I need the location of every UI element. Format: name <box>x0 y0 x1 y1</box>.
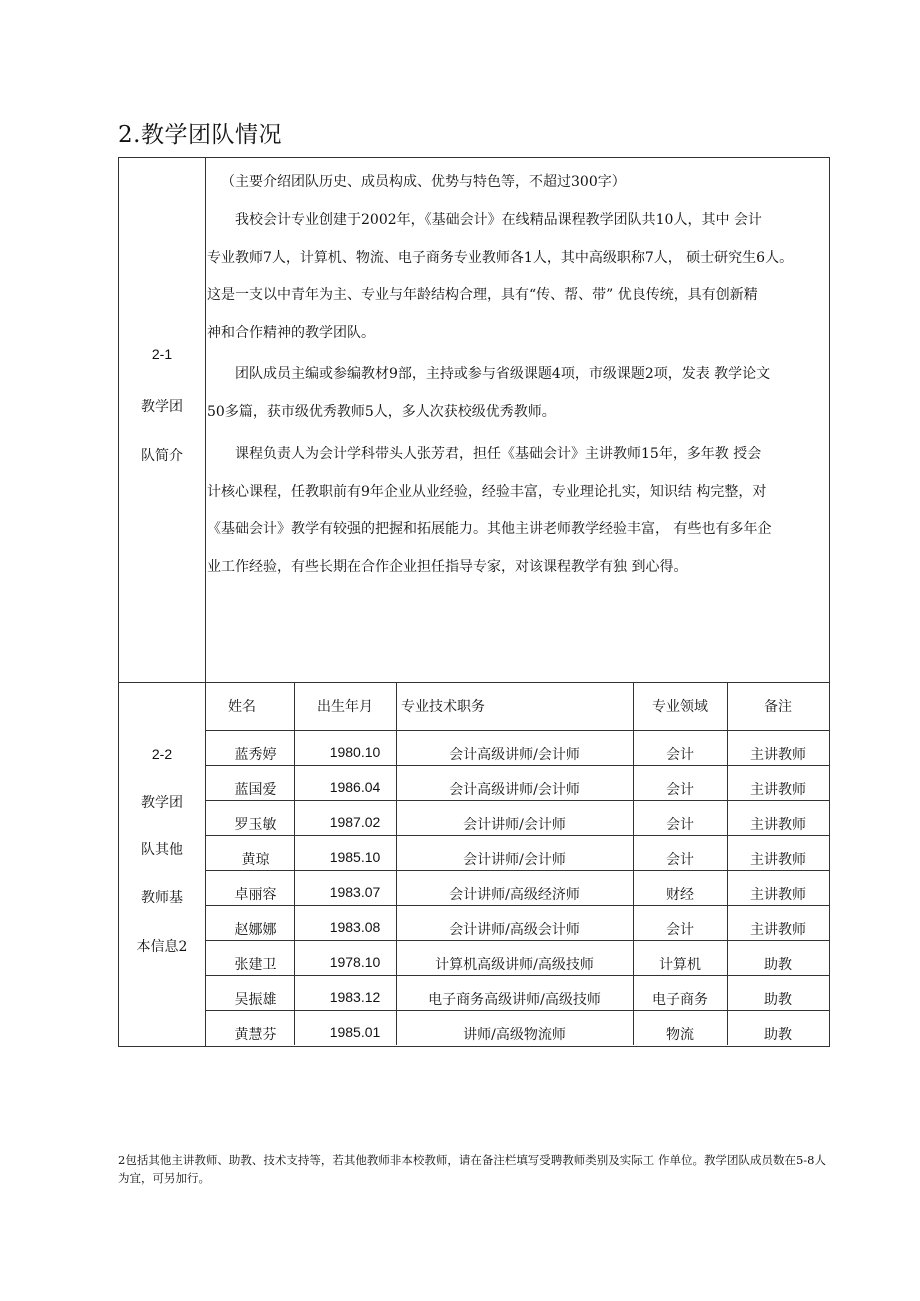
row-divider <box>205 1010 829 1011</box>
section1-label-line: 教学团 <box>141 399 183 415</box>
paragraph-line: 这是一支以中青年为主、专业与年龄结构合理，具有“传、帮、带” 优良传统，具有创新精 <box>207 287 758 303</box>
section2-label-line: 2-2 <box>151 746 173 762</box>
table-cell: 主讲教师 <box>750 747 806 763</box>
table-cell: 会计 <box>666 817 694 833</box>
paragraph-line: 我校会计专业创建于2002年，《基础会计》在线精品课程教学团队共10人，其中 会计 <box>207 212 762 228</box>
section1-label <box>119 158 205 682</box>
table-cell: 会计高级讲师/会计师 <box>449 782 580 798</box>
table-cell: 会计高级讲师/会计师 <box>449 747 580 763</box>
paragraph-line: 计核心课程，任教职前有9年企业从业经验，经验丰富，专业理论扎实，知识结 构完整，对 <box>207 483 767 500</box>
row-divider <box>205 975 829 976</box>
column-header: 姓名 <box>228 699 256 715</box>
paragraph-line: 课程负责人为会计学科带头人张芳君，担任《基础会计》主讲教师15年，多年教 授会 <box>207 446 762 462</box>
paragraph-line: 《基础会计》教学有较强的把握和拓展能力。其他主讲老师教学经验丰富， 有些也有多年企 <box>207 521 772 537</box>
table-cell: 黄慧芬 <box>234 1027 277 1043</box>
intro-paragraph-2 <box>207 356 829 431</box>
table-cell: 1980.10 <box>329 744 381 760</box>
table-cell: 电子商务 <box>652 992 708 1008</box>
table-cell: 主讲教师 <box>750 782 806 798</box>
section2-label-line: 教师基 <box>141 890 183 906</box>
row-divider <box>205 905 829 906</box>
table-cell: 1985.10 <box>329 849 381 865</box>
table-cell: 财经 <box>666 887 694 903</box>
table-cell: 卓丽容 <box>234 887 277 903</box>
paragraph-line: 业工作经验，有些长期在合作企业担任指导专家，对该课程教学有独 到心得。 <box>207 558 688 575</box>
table-cell: 1985.01 <box>329 1024 381 1040</box>
table-cell: 助教 <box>764 957 792 973</box>
section2-label-line: 教学团 <box>141 795 183 811</box>
row-divider <box>205 730 829 731</box>
table-cell: 助教 <box>764 992 792 1008</box>
table-cell: 1983.12 <box>329 989 381 1005</box>
section2-label-line: 本信息2 <box>136 939 188 955</box>
table-cell: 计算机 <box>659 957 701 973</box>
section2-label-line: 队其他 <box>141 842 183 858</box>
section1-label-line: 2-1 <box>151 346 173 362</box>
table-cell: 会计 <box>666 852 694 868</box>
table-cell: 计算机高级讲师/高级技师 <box>435 957 594 973</box>
table-cell: 1978.10 <box>329 954 381 970</box>
table-cell: 赵娜娜 <box>234 922 277 938</box>
row-divider <box>205 765 829 766</box>
table-cell: 黄琼 <box>241 852 270 868</box>
table-cell: 助教 <box>764 1027 792 1043</box>
team-table <box>118 157 830 1047</box>
table-cell: 主讲教师 <box>750 887 806 903</box>
section-heading: 2.教学团队情况 <box>118 122 282 148</box>
footnote: 2包括其他主讲教师、助教、技术支持等，若其他教师非本校教师，请在备注栏填写受聘教师类别及实际工 作单位。教学团队成员数在5-8人为宜，可另加行。 <box>118 1153 826 1185</box>
paragraph-line: 团队成员主编或参编教材9部，主持或参与省级课题4项，市级课题2项，发表 教学论文 <box>207 366 771 382</box>
intro-paragraph-1 <box>207 202 829 352</box>
table-cell: 会计 <box>666 922 694 938</box>
section-divider <box>119 682 829 683</box>
column-header: 出生年月 <box>317 699 373 715</box>
table-cell: 会计讲师/会计师 <box>463 852 566 868</box>
table-cell: 罗玉敏 <box>234 817 277 833</box>
table-cell: 1987.02 <box>329 814 381 830</box>
table-cell: 主讲教师 <box>750 817 806 833</box>
label-column-divider <box>205 158 206 1046</box>
column-header: 备注 <box>764 699 792 715</box>
table-cell: 会计讲师/会计师 <box>463 817 566 833</box>
section1-hint: （主要介绍团队历史、成员构成、优势与特色等，不超过300字） <box>221 174 626 190</box>
intro-paragraph-3 <box>207 436 829 586</box>
table-cell: 主讲教师 <box>750 922 806 938</box>
section1-label-line: 队简介 <box>141 448 183 464</box>
row-divider <box>205 800 829 801</box>
table-cell: 蓝秀婷 <box>234 747 277 763</box>
table-cell: 1986.04 <box>329 779 381 795</box>
row-divider <box>205 940 829 941</box>
table-cell: 主讲教师 <box>750 852 806 868</box>
row-divider <box>205 870 829 871</box>
table-cell: 会计讲师/高级经济师 <box>449 887 580 903</box>
table-cell: 张建卫 <box>234 957 277 973</box>
table-cell: 电子商务高级讲师/高级技师 <box>428 992 601 1008</box>
table-cell: 会计 <box>666 747 694 763</box>
paragraph-line: 专业教师7人，计算机、物流、电子商务专业教师各1人，其中高级职称7人， 硕士研究生6人。 <box>207 249 794 266</box>
table-cell: 会计 <box>666 782 694 798</box>
section2-label <box>119 682 205 1046</box>
paragraph-line: 50多篇，获市级优秀教师5人，多人次获校级优秀教师。 <box>207 403 556 420</box>
table-cell: 讲师/高级物流师 <box>463 1027 566 1043</box>
table-cell: 物流 <box>666 1027 694 1043</box>
table-cell: 1983.07 <box>329 884 381 900</box>
column-header: 专业技术职务 <box>401 699 485 715</box>
table-cell: 会计讲师/高级会计师 <box>449 922 580 938</box>
table-cell: 1983.08 <box>329 919 381 935</box>
table-cell: 蓝国爱 <box>234 782 277 798</box>
paragraph-line: 神和合作精神的教学团队。 <box>207 324 375 341</box>
column-header: 专业领域 <box>652 699 708 715</box>
table-cell: 吴振雄 <box>234 992 277 1008</box>
row-divider <box>205 835 829 836</box>
